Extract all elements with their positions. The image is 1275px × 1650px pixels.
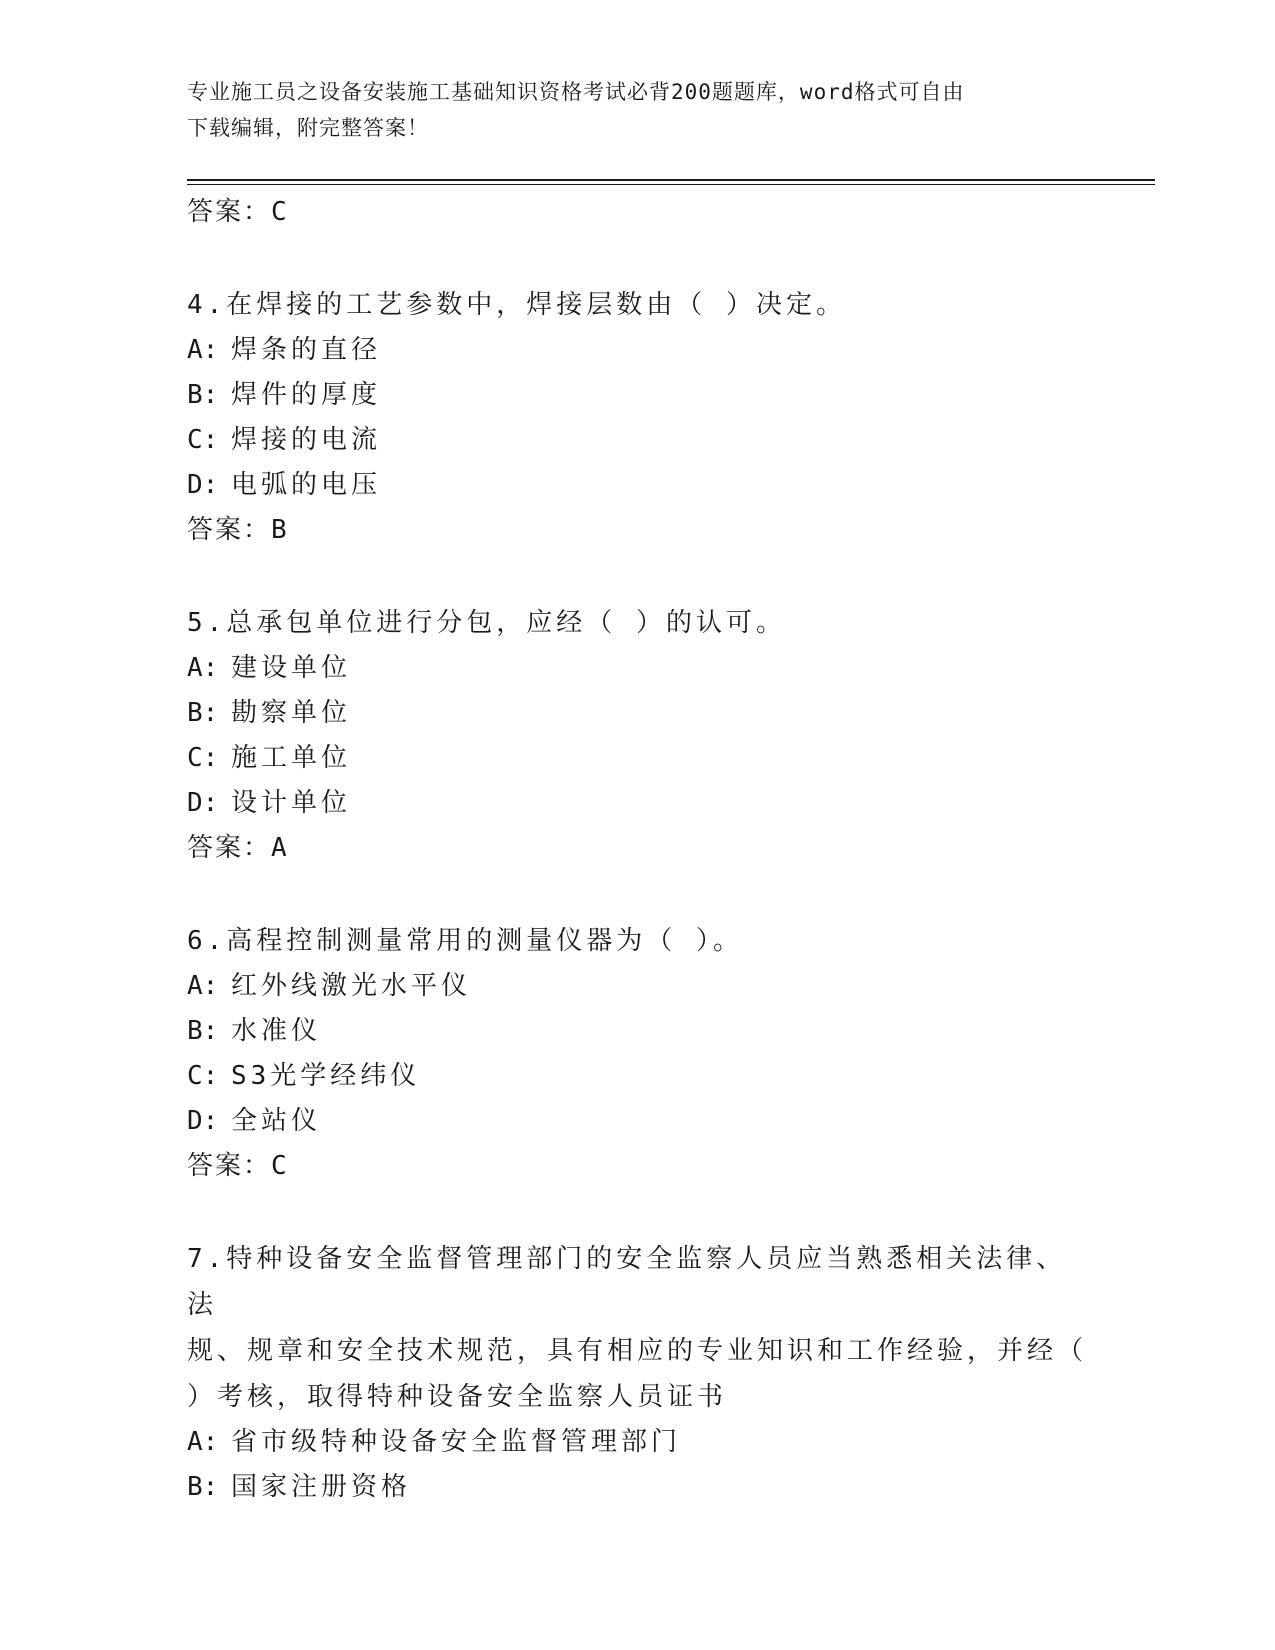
- answer-value: C: [271, 1151, 288, 1181]
- question-stem-line-3: ）考核，取得特种设备安全监察人员证书: [187, 1382, 728, 1412]
- question-4: [187, 282, 1087, 552]
- option-b: [187, 691, 1087, 736]
- option-d: [187, 463, 1087, 508]
- option-text: 焊件的厚度: [231, 380, 382, 410]
- option-a: [187, 328, 1087, 373]
- answer-label: 答案：: [187, 197, 272, 227]
- option-text: 红外线激光水平仪: [231, 971, 472, 1001]
- question-6: [187, 918, 1087, 1188]
- answer-line: [187, 1144, 1087, 1188]
- option-c: [187, 1054, 1087, 1099]
- answer-line: [187, 826, 1087, 870]
- option-d: [187, 781, 1087, 826]
- option-letter: A:: [187, 1427, 219, 1457]
- option-letter: C:: [187, 425, 219, 455]
- option-a: [187, 964, 1087, 1009]
- option-text: S3光学经纬仪: [231, 1061, 421, 1091]
- option-letter: B:: [187, 1016, 219, 1046]
- answer-value: A: [271, 833, 288, 863]
- option-letter: D:: [187, 470, 219, 500]
- option-c: [187, 418, 1087, 463]
- option-b: [187, 373, 1087, 418]
- option-b: [187, 1465, 1087, 1510]
- option-text: 设计单位: [231, 788, 352, 818]
- spacer: [187, 552, 1087, 600]
- option-a: [187, 1420, 1087, 1465]
- question-stem: 5.总承包单位进行分包，应经（ ）的认可。: [187, 608, 786, 638]
- question-stem-line-1: 7.特种设备安全监督管理部门的安全监察人员应当熟悉相关法律、法: [187, 1244, 1067, 1320]
- option-text: 省市级特种设备安全监督管理部门: [231, 1427, 682, 1457]
- answer-value: C: [271, 197, 288, 227]
- option-c: [187, 736, 1087, 781]
- header-title-line-1: 专业施工员之设备安装施工基础知识资格考试必背200题题库，word格式可自由: [187, 80, 965, 104]
- answer-label: 答案：: [187, 515, 272, 545]
- question-list: [187, 190, 1087, 1510]
- option-text: 电弧的电压: [231, 470, 382, 500]
- option-a: [187, 646, 1087, 691]
- option-letter: A:: [187, 335, 219, 365]
- option-letter: A:: [187, 653, 219, 683]
- answer-line-q3: [187, 190, 1087, 234]
- option-text: 施工单位: [231, 743, 352, 773]
- question-stem: 4.在焊接的工艺参数中，焊接层数由（ ）决定。: [187, 290, 846, 320]
- question-7: [187, 1236, 1087, 1510]
- answer-label: 答案：: [187, 833, 272, 863]
- option-b: [187, 1009, 1087, 1054]
- option-text: 全站仪: [231, 1106, 322, 1136]
- option-text: 勘察单位: [231, 698, 352, 728]
- answer-line: [187, 508, 1087, 552]
- spacer: [187, 1188, 1087, 1236]
- option-letter: A:: [187, 971, 219, 1001]
- option-letter: B:: [187, 380, 219, 410]
- option-text: 国家注册资格: [231, 1472, 412, 1502]
- header-rule-thin: [187, 184, 1155, 185]
- option-letter: B:: [187, 1472, 219, 1502]
- question-stem-line-2: 规、规章和安全技术规范，具有相应的专业知识和工作经验，并经（: [187, 1336, 1088, 1366]
- option-text: 建设单位: [231, 653, 352, 683]
- answer-value: B: [271, 515, 288, 545]
- page-header: [187, 74, 1087, 146]
- option-letter: D:: [187, 1106, 219, 1136]
- header-rule-thick: [187, 179, 1155, 181]
- option-text: 焊条的直径: [231, 335, 382, 365]
- answer-label: 答案：: [187, 1151, 272, 1181]
- option-letter: D:: [187, 788, 219, 818]
- header-title-line-2: 下载编辑，附完整答案！: [187, 116, 429, 140]
- option-letter: C:: [187, 743, 219, 773]
- option-text: 焊接的电流: [231, 425, 382, 455]
- question-5: [187, 600, 1087, 870]
- spacer: [187, 234, 1087, 282]
- option-letter: B:: [187, 698, 219, 728]
- option-d: [187, 1099, 1087, 1144]
- option-text: 水准仪: [231, 1016, 322, 1046]
- spacer: [187, 870, 1087, 918]
- question-stem: 6.高程控制测量常用的测量仪器为（ ）。: [187, 926, 743, 956]
- option-letter: C:: [187, 1061, 219, 1091]
